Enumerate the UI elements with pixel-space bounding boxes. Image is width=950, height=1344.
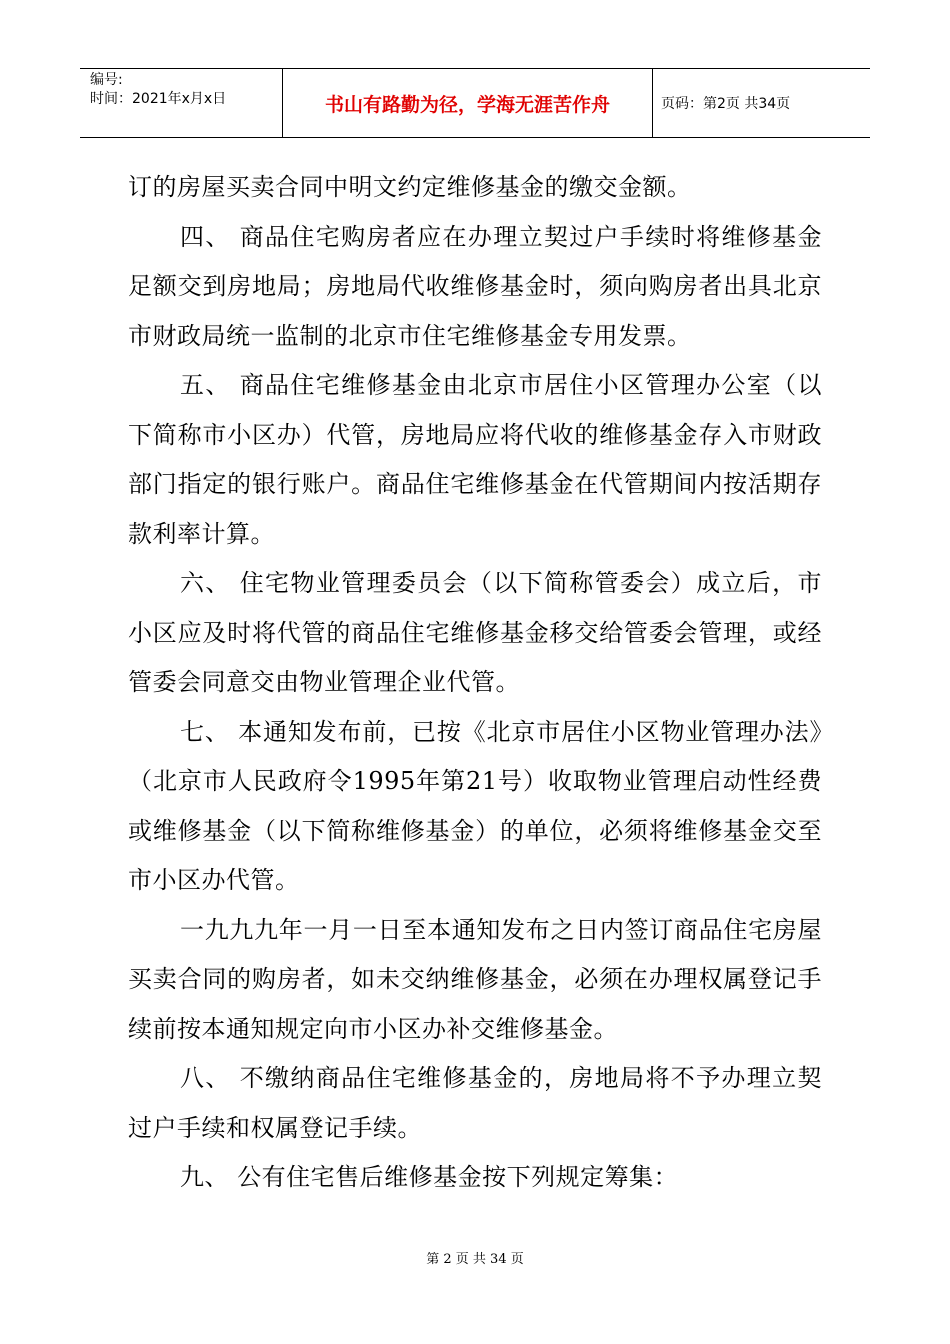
paragraph-item-8: 八、 不缴纳商品住宅维修基金的，房地局将不予办理立契过户手续和权属登记手续。 [128,1064,822,1142]
header-page-info: 页码：第2页 共34页 [661,96,791,112]
paragraph-item-7-supplement: 一九九九年一月一日至本通知发布之日内签订商品住宅房屋买卖合同的购房者，如未交纳维修基金，必须在办理权属登记手续前按本通知规定向市小区办补交维修基金。 [128,915,822,1043]
page-footer: 第 2 页 共 34 页 [426,1252,524,1267]
header-meta [80,69,283,137]
document-header [80,68,870,138]
paragraph-item-9: 九、 公有住宅售后维修基金按下列规定筹集： [180,1163,679,1191]
header-motto: 书山有路勤为径，学海无涯苦作舟 [283,69,653,137]
paragraph-item-7: 七、 本通知发布前，已按《北京市居住小区物业管理办法》（北京市人民政府令1995年第21号）收取物业管理启动性经费或维修基金（以下简称维修基金）的单位，必须将维修基金交至市小区办代管。 [128,717,822,894]
paragraph-continuation: 订的房屋买卖合同中明文约定维修基金的缴交金额。 [128,173,692,201]
document-number-label: 编号: [90,72,123,88]
document-date: 时间：2021年x月x日 [90,91,227,107]
paragraph-item-4: 四、 商品住宅购房者应在办理立契过户手续时将维修基金足额交到房地局；房地局代收维修基金时，须向购房者出具北京市财政局统一监制的北京市住宅维修基金专用发票。 [128,222,822,350]
paragraph-item-6: 六、 住宅物业管理委员会（以下简称管委会）成立后，市小区应及时将代管的商品住宅维修基金移交给管委会管理，或经管委会同意交由物业管理企业代管。 [128,569,822,696]
paragraph-item-5: 五、 商品住宅维修基金由北京市居住小区管理办公室（以下简称市小区办）代管，房地局应将代收的维修基金存入市财政部门指定的银行账户。商品住宅维修基金在代管期间内按活期存款利率计算。 [128,371,822,548]
document-body [128,163,822,1203]
